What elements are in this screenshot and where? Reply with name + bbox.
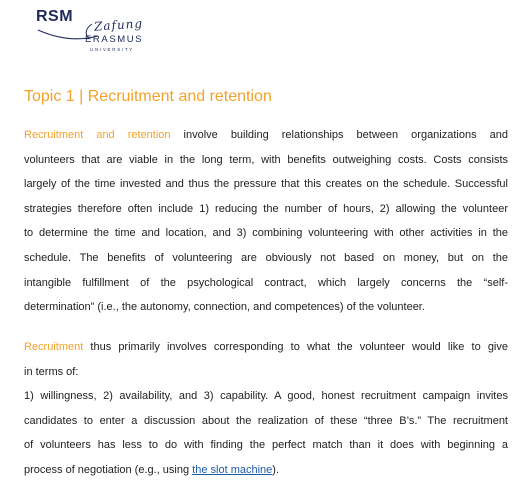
text-segment: ). [272,463,280,476]
text-segment: process of negotiation (e.g., using [24,463,193,476]
text-line: largely of the time invested and thus the pressure that this creates on the schedule. Successful [24,178,508,191]
paragraph-recruitment [24,335,508,483]
paragraph-recruitment-retention [24,123,508,320]
logo-rsm-text: RSM [36,8,74,25]
text-line: determination” (i.e., the autonomy, connection, and competences) of the volunteer. [24,301,425,314]
text-line: in terms of: [24,365,79,378]
text-line: of volunteers has less to do with finding the perfect match than it does with beginning a [24,439,508,452]
logo-signature: Zafung [93,16,144,34]
text-line: strategies therefore often include 1) reducing the number of hours, 2) allowing the volunteer [24,202,508,215]
highlight-term: Recruitment [24,341,84,353]
text-line: 1) willingness, 2) availability, and 3) capability. A good, honest recruitment campaign invites [24,390,508,403]
rsm-erasmus-logo [36,8,148,56]
text-line: volunteers that are viable in the long term, with benefits outweighing costs. Costs consists [24,153,508,166]
text-segment: involve building relationships between organizations and [170,129,508,141]
text-line: to determine the time and location, and 3) combining volunteering with other activities in the [24,227,508,240]
logo-university-text: UNIVERSITY [90,47,135,52]
text-line [24,458,508,483]
text-segment: thus primarily involves corresponding to what the volunteer would like to give [83,341,508,353]
text-line: candidates to enter a discussion about the realization of these “three B’s.” The recruitment [24,414,508,427]
text-line [24,335,508,360]
page-title: Topic 1 | Recruitment and retention [24,88,272,105]
text-line: intangible fulfillment of the psychological contract, which largely concerns the “self- [24,276,508,289]
logo-erasmus-text: ERASMUS [85,34,144,45]
text-line: schedule. The benefits of volunteering are obviously not based on money, but on the [24,251,508,264]
highlight-term: Recruitment and retention [24,129,171,141]
text-line [24,123,508,148]
slot-machine-link[interactable]: the slot machine [192,463,273,476]
